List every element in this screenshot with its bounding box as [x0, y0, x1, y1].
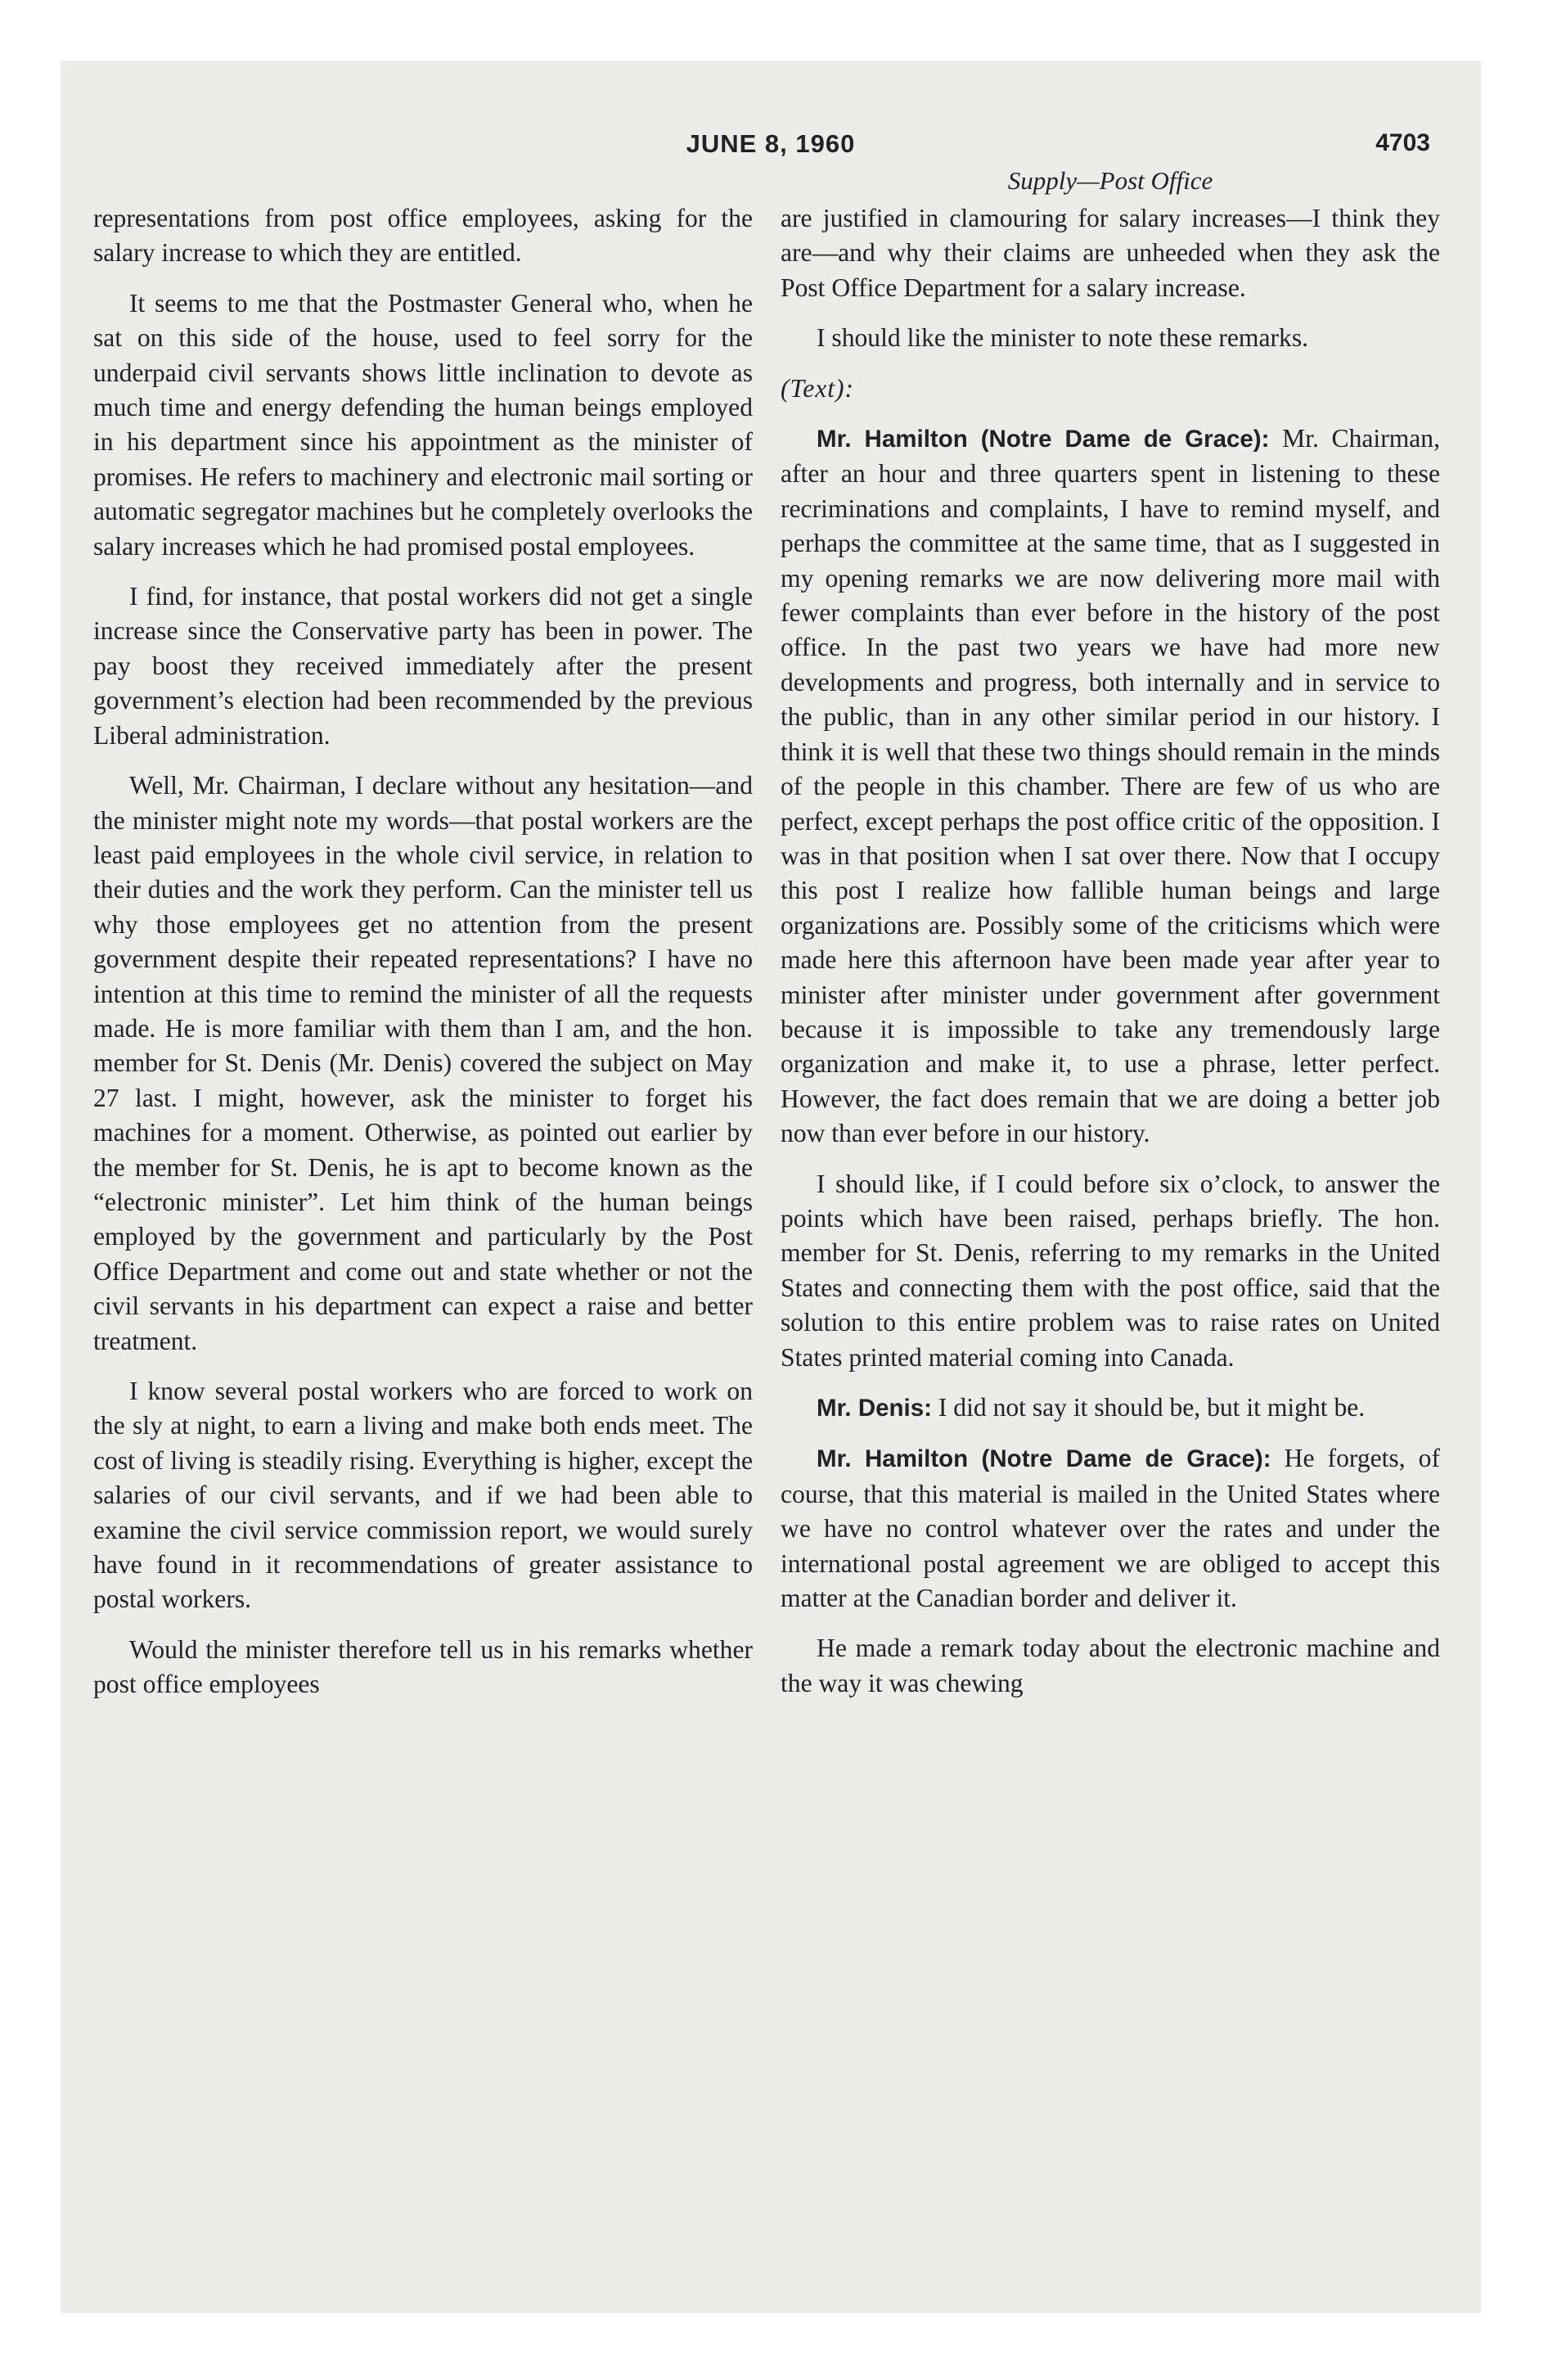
paragraph: Well, Mr. Chairman, I declare without any hesitation—and the minister might note my words—that postal workers are the least paid employees in the whole civil service, in relation to their duties and the work they perform. Can the minister tell us why those employees get no attention from the present government despite their repeated representations? I have no intention at this time to remind the minister of all the requests made. He is more familiar with them than I am, and the hon. member for St. Denis (Mr. Denis) covered the subject on May 27 last. I might, however, ask the minister to forget his machines for a moment. Otherwise, as pointed out earlier by the member for St. Denis, he is apt to become known as the “electronic minister”. Let him think of the human beings employed by the government and particularly by the Post Office Department and come out and state whether or not the civil servants in his department can expect a raise and better treatment.	[93, 771, 753, 1355]
paragraph: representations from post office employees, asking for the salary increase to which they are entitled.	[93, 204, 753, 268]
page-number: 4703	[1375, 129, 1430, 156]
left-column	[93, 201, 753, 1718]
paragraph: I should like, if I could before six o’clock, to answer the points which have been raised, perhaps briefly. The hon. member for St. Denis, referring to my remarks in the United States and connecting them with the post office, said that the solution to this entire problem was to raise rates on United States printed material coming into Canada.	[781, 1169, 1440, 1372]
text-label-paragraph	[781, 372, 1440, 406]
paragraph: are justified in clamouring for salary increases—I think they are—and why their claims are unheeded when they ask the Post Office Department for a salary increase.	[781, 204, 1440, 302]
speaker-name: Mr. Denis:	[817, 1395, 932, 1422]
document-page	[61, 61, 1481, 2313]
speech-text: I did not say it should be, but it might be.	[938, 1393, 1366, 1422]
text-label: (Text):	[781, 373, 855, 403]
paragraph: Would the minister therefore tell us in his remarks whether post office employees	[93, 1634, 753, 1699]
speech-text: He forgets, of course, that this material is mailed in the United States where we have no control whatever over the rates and under the international postal agreement we are obliged to accept this matter at the Canadian border and deliver it.	[781, 1444, 1441, 1613]
speaker-name: Mr. Hamilton (Notre Dame de Grace):	[817, 1445, 1271, 1473]
speech-paragraph	[781, 421, 1440, 1152]
paragraph: It seems to me that the Postmaster General who, when he sat on this side of the house, used to feel sorry for the underpaid civil servants shows little inclination to devote as much time and energy defending the human beings employed in his department since his appointment as the minister of promises. He refers to machinery and electronic mail sorting or automatic segregator machines but he completely overlooks the salary increases which he had promised postal employees.	[93, 288, 753, 561]
paragraph: I should like the minister to note these remarks.	[817, 323, 1309, 353]
speech-paragraph	[781, 1391, 1440, 1426]
speech-paragraph	[781, 1441, 1440, 1616]
paragraph: He made a remark today about the electronic machine and the way it was chewing	[781, 1634, 1440, 1697]
running-title: Supply—Post Office	[1007, 166, 1213, 195]
speaker-name: Mr. Hamilton (Notre Dame de Grace):	[817, 426, 1270, 453]
paragraph: I find, for instance, that postal workers did not get a single increase since the Conservative party has been in power. The pay boost they received immediately after the present government’s election had been recommended by the previous Liberal administration.	[93, 582, 753, 750]
speech-text: Mr. Chairman, after an hour and three quarters spent in listening to these recriminations and complaints, I have to remind myself, and perhaps the committee at the same time, that as I suggested in my opening remarks we are now delivering more mail with fewer complaints than ever before in the history of the post office. In the past two years we have had more new developments and progress, both internally and in service to the public, than in any other similar period in our history. I think it is well that these two things should remain in the minds of the people in this chamber. There are few of us who are perfect, except perhaps the post office critic of the opposition. I was in that position when I sat over there. Now that I occupy this post I realize how fallible human beings and large organizations are. Possibly some of the criticisms which were made here this afternoon have been made year after year to minister after minister under government after government because it is impossible to take any tremendously large organization and make it, to use a phrase, letter perfect. However, the fact does remain that we are doing a better job now than ever before in our history.	[781, 424, 1441, 1148]
paragraph: I know several postal workers who are forced to work on the sly at night, to earn a living and make both ends meet. The cost of living is steadily rising. Everything is higher, except the salaries of our civil servants, and if we had been able to examine the civil service commission report, we would surely have found in it recommendations of greater assistance to postal workers.	[93, 1377, 753, 1614]
page-date: JUNE 8, 1960	[686, 129, 856, 158]
right-column	[781, 166, 1441, 1716]
